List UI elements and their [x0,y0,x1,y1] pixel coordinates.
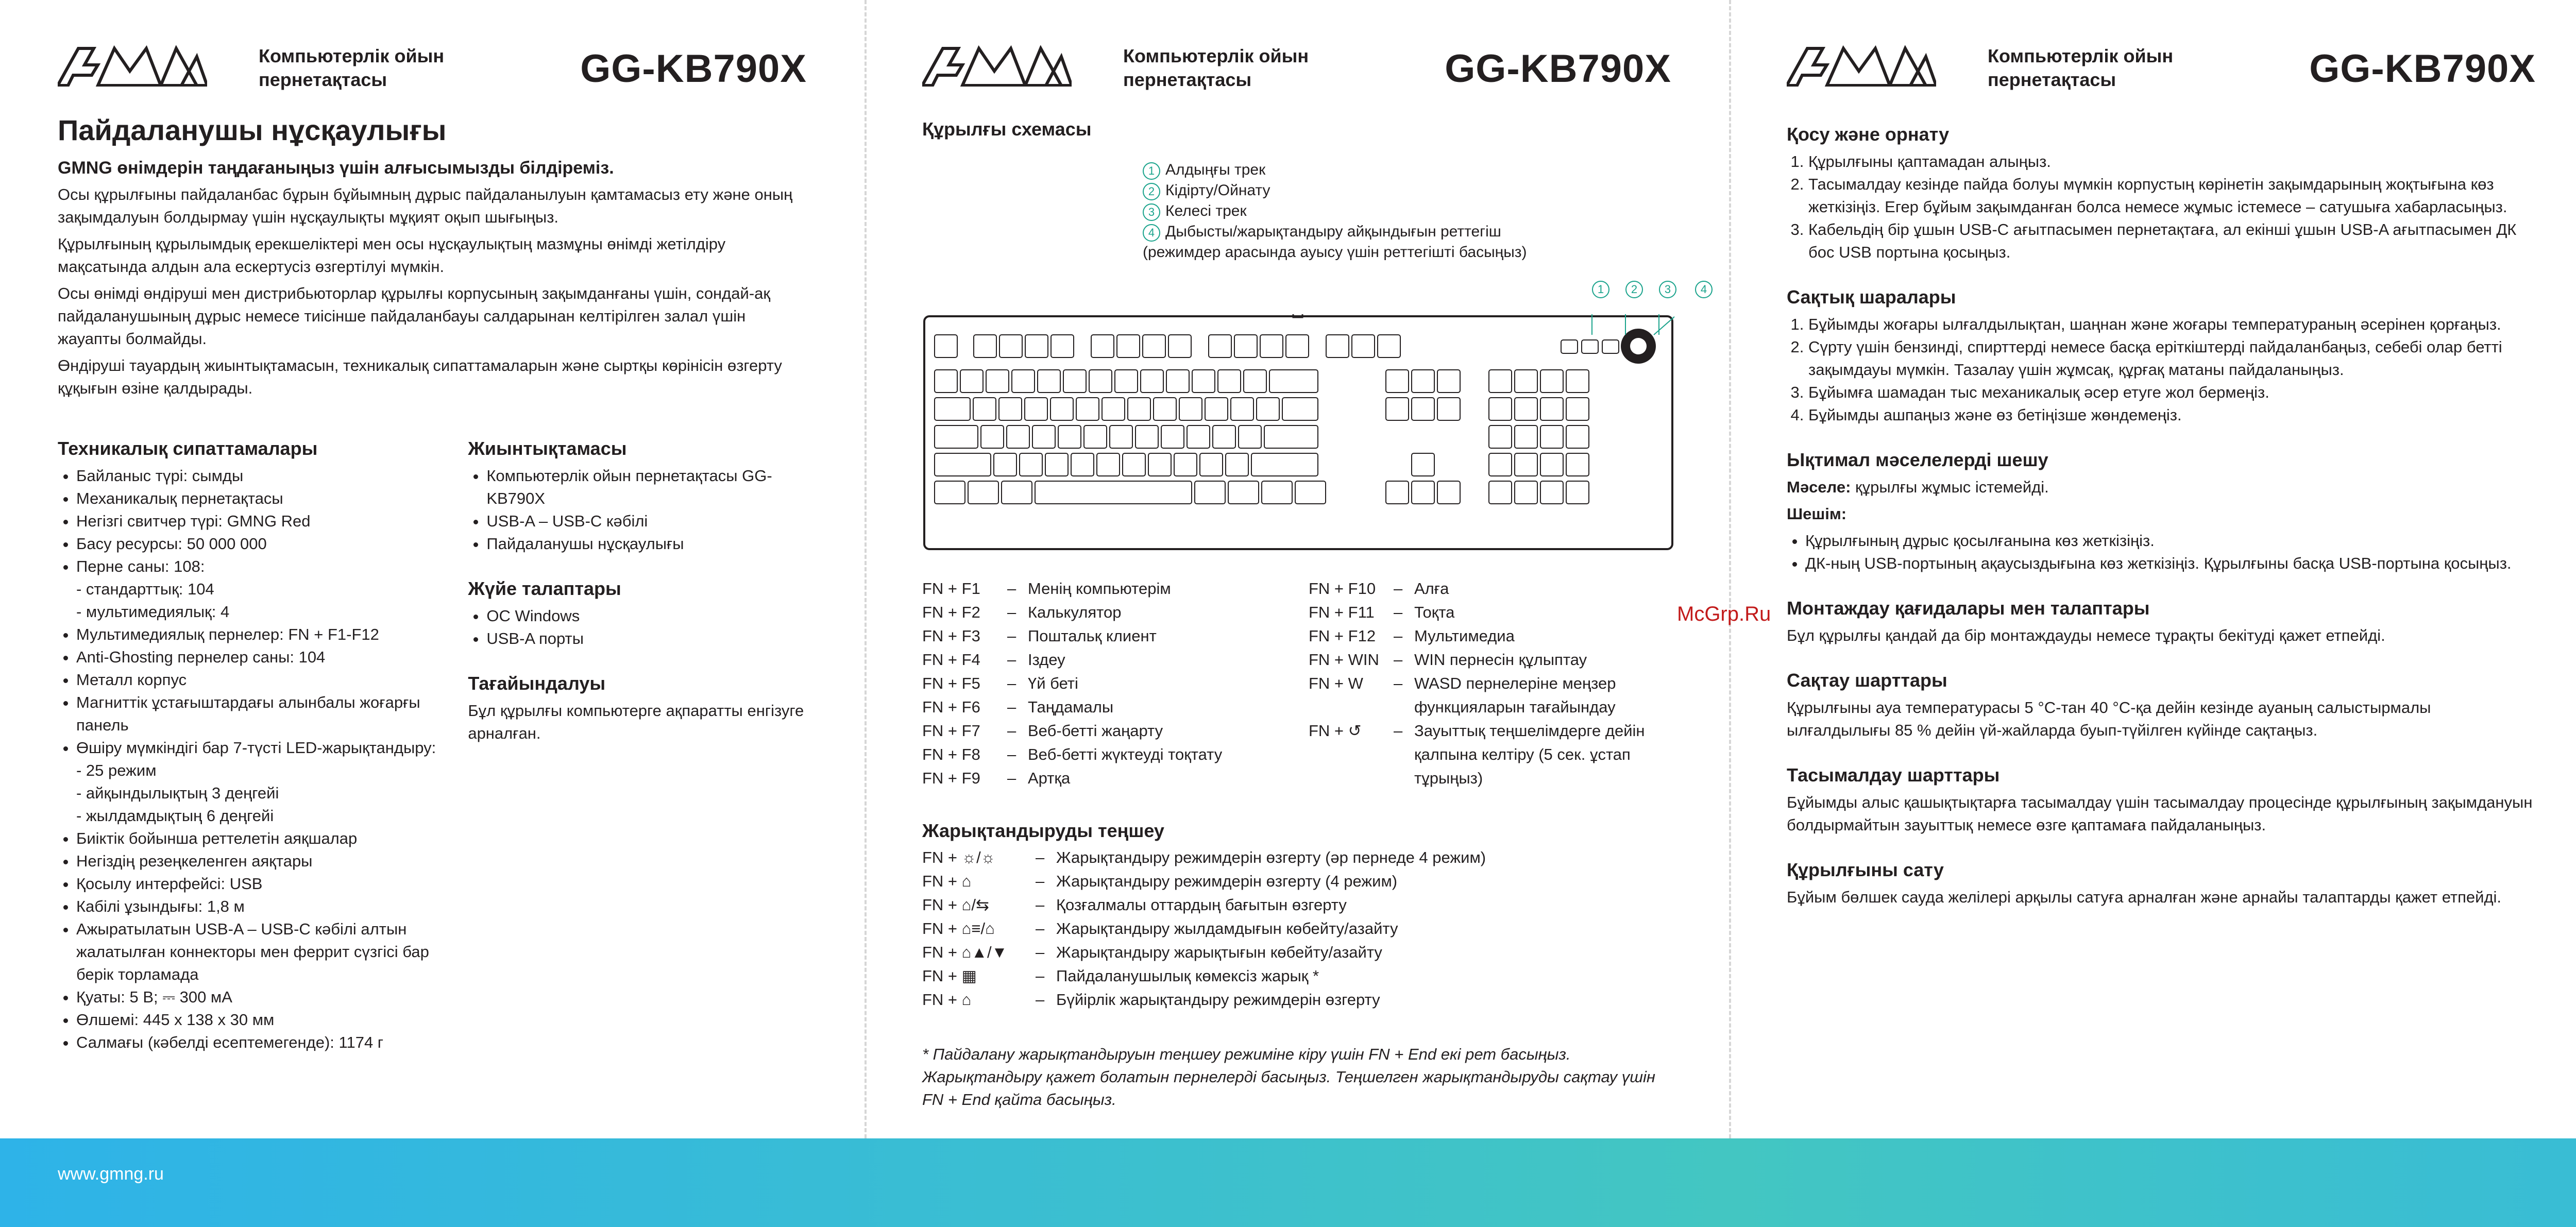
model-name: GG-KB790X [580,47,807,91]
subtitle-line: Компьютерлік ойын [1123,45,1309,66]
kit-item: • USB-A – USB-C кәбілі [486,510,807,533]
issue-line [1787,476,2536,499]
keycap [1286,335,1309,357]
fn-key: FN + F8 [922,745,980,763]
keycap [1412,453,1434,476]
keycap [1002,481,1032,504]
fn-key: FN + ↺ [1309,722,1362,740]
lighting-row: FN + ⌂ – Жарықтандыру режимдерін өзгерту (4 режим) [922,870,1674,893]
fn-desc: Артқа [1028,769,1071,787]
fn-key: FN + ☼/☼ [922,848,996,866]
fn-desc: Веб-бетті жаңарту [1028,722,1163,740]
sale-heading: Құрылғыны сату [1787,859,1944,880]
keycap [1602,340,1619,353]
keycap [1038,370,1060,393]
fn-shortcuts-left [922,577,1222,790]
keycap [1515,370,1537,393]
kit-heading: Жиынтықтамасы [468,438,627,459]
fn-desc: Таңдамалы [1028,698,1114,716]
keycap [1117,335,1140,357]
fn-desc: Менің компьютерім [1028,580,1171,598]
transport-text: Бұйымды алыс қашықтықтарға тасымалдау үшін тасымалдау процесінде құрылғының зақымдануын болдырмайтын зауыттық немесе өзге қаптамаға пайдаланыңыз. [1787,793,2533,834]
setup-list [1787,150,2536,264]
fn-row: FN + F3 – Поштальқ клиент [922,624,1222,648]
panel-header [1787,41,2536,98]
keycap [1566,453,1589,476]
keycap [1540,425,1563,448]
keyboard-diagram [922,314,1674,551]
keycap [999,398,1022,420]
thank-you-line: GMNG өнімдерін таңдағаныңыз үшін алғысымызды білдіреміз. [58,158,614,178]
keycap [999,335,1022,357]
kit-item: • Компьютерлік ойын пернетақтасы GG-KB790X [486,465,807,510]
mount-heading: Монтаждау қағидалары мен талаптары [1787,598,2150,619]
fn-shortcuts-right [1309,577,1680,790]
spec-item: • Металл корпус [76,669,447,691]
keycap [1226,453,1248,476]
spec-item: • Басу ресурсы: 50 000 000 [76,533,447,555]
legend-text: Кідірту/Ойнату [1165,182,1270,199]
keycap [1174,453,1197,476]
keycap [1282,398,1318,420]
keycap [1566,481,1589,504]
spec-text: Перне саны: 108: [76,557,205,575]
fn-desc: Жарықтандыру жылдамдығын көбейту/азайту [1056,919,1398,938]
keycap [1209,335,1231,357]
setup-step: 2. Тасымалдау кезінде пайда болуы мүмкін корпустың көрінетін зақымдарының жоқтығына көз жеткізіңіз. Егер бұйым зақымданған болса немесе жұмыс істемесе – сатушыға хабарласыңыз. [1808,173,2536,218]
keycap [1205,398,1228,420]
callout-number: 3 [1659,281,1676,298]
panel-header [922,41,1671,98]
keycap [1218,370,1241,393]
intro-paragraph: Өндіруші тауардың жиынтықтамасын, техникалық сипаттамаларын және сыртқы көрінісін өзгерту құқығын өзіне қалдырады. [58,356,782,397]
safety-item: 3. Бұйымға шамадан тыс механикалық әсер етуге жол бермеңіз. [1808,381,2536,404]
callout-number: 2 [1625,281,1643,298]
keycap [1540,370,1563,393]
keycap [1141,370,1163,393]
system-item: • ОС Windows [486,605,807,627]
fn-desc: Веб-бетті жүктеуді тоқтату [1028,745,1223,763]
keycap [986,370,1009,393]
spec-sub-item: - стандарттық: 104 [76,580,214,598]
fn-row: FN + F6 – Таңдамалы [922,695,1222,719]
fn-key: FN + ⌂ [922,872,972,890]
panel-usage [1729,0,2576,1138]
keycap [1143,335,1165,357]
spec-sub-item: - жылдамдықтың 6 деңгейі [76,807,274,825]
fn-desc: Мультимедиа [1414,627,1515,645]
keycap [1515,453,1537,476]
keycap [1352,335,1375,357]
watermark: McGrp.Ru [1677,603,1771,625]
keycap [1566,370,1589,393]
spec-item: • Anti-Ghosting пернелер саны: 104 [76,646,447,669]
keycap [1161,425,1184,448]
fn-key: FN + F5 [922,674,980,692]
keycap [1035,481,1192,504]
keycap [1166,370,1189,393]
keycap [1566,398,1589,420]
keycap [935,335,957,357]
lighting-row: FN + ☼/☼ – Жарықтандыру режимдерін өзгерту (әр пернеде 4 режим) [922,846,1674,870]
intro-paragraph: Осы өнімді өндіруші мен дистрибьюторлар құрылғы корпусының зақымданғаны үшін, сондай-ақ пайдаланушының дұрыс немесе тиісінше пайдаланбауы салдарынан келтірілген залал үшін жауапты болмайды. [58,284,770,348]
manual-title: Пайдаланушы нұсқаулығы [58,114,447,146]
keycap [1102,398,1125,420]
keycap [1084,425,1107,448]
keycap [1437,398,1460,420]
keycap [1489,481,1512,504]
fn-desc: WASD пернелеріне меңзер функцияларын тағайындау [1414,674,1616,716]
fn-key: FN + F12 [1309,627,1376,645]
keycap [1025,398,1047,420]
scheme-heading: Құрылғы схемасы [922,118,1092,140]
footer-band [0,1138,2576,1227]
keycap [1540,453,1563,476]
lighting-row: FN + ▦ – Пайдаланушылық көмексіз жарық * [922,964,1674,988]
gmng-logo [1787,45,1936,87]
system-heading: Жүйе талаптары [468,578,621,599]
spec-item [76,737,447,827]
troubleshoot-heading: Ықтимал мәселелерді шешу [1787,449,2048,470]
keycap [1123,453,1145,476]
product-subtitle [259,44,444,92]
keycap [1187,425,1210,448]
keycap [1213,425,1235,448]
system-list [468,605,807,650]
fn-key: FN + F1 [922,580,980,598]
keycap [1386,370,1409,393]
keycap [1295,481,1326,504]
keycap [1515,425,1537,448]
fn-desc: WIN пернесін құлыптау [1414,651,1587,669]
spec-item: • Механикалық пернетақтасы [76,487,447,510]
fn-key: FN + W [1309,674,1363,692]
keycap [1032,425,1055,448]
fn-row: FN + F7 – Веб-бетті жаңарту [922,719,1222,743]
keycap [1515,398,1537,420]
keycap [1179,398,1202,420]
keycap [1437,481,1460,504]
fn-desc: Алға [1414,580,1449,598]
keycap [1489,425,1512,448]
safety-item: 2. Сүрту үшін бензинді, спирттерді немесе басқа еріткіштерді пайдаланбаңыз, себебі олар беттi зақымдауы мүмкін. Тазалау үшін жұмсақ, құрғақ матаны пайдаланыңыз. [1808,336,2536,381]
kit-list [468,465,807,555]
mount-text: Бұл құрылғы қандай да бір монтаждауды немесе тұрақты бекітуді қажет етпейді. [1787,626,2385,644]
keycap [1007,425,1029,448]
fn-desc: Үй беті [1028,674,1078,692]
gmng-logo [58,45,207,87]
fn-desc: Қозғалмалы оттардың бағытын өзгерту [1056,896,1347,914]
lighting-row: FN + ⌂ – Бүйірлік жарықтандыру режимдерін өзгерту [922,988,1674,1012]
keycap [1228,481,1259,504]
fn-row: FN + W – WASD пернелеріне меңзер функцияларын тағайындау [1309,672,1680,719]
fn-row: FN + F5 – Үй беті [922,672,1222,695]
keycap [935,398,970,420]
keycap [1257,398,1279,420]
fn-desc: Жарықтандыру режимдерін өзгерту (4 режим) [1056,872,1398,890]
fn-key: FN + F9 [922,769,980,787]
fn-desc: Калькулятор [1028,603,1122,621]
intro-paragraph: Құрылғының құрылымдық ерекшеліктері мен осы нұсқаулықтың мазмұны өнімді жетілдіру мақсатында алдын ала ескертусіз өзгертілуі мүмкін. [58,235,726,276]
lighting-row: FN + ⌂≡/⌂ – Жарықтандыру жылдамдығын көбейту/азайту [922,917,1674,941]
fn-row: FN + F4 – Іздеу [922,648,1222,672]
keycap [1231,398,1253,420]
spec-sub-item: - 25 режим [76,761,157,779]
keycap [1012,370,1035,393]
legend-item [1143,201,1534,221]
intro-paragraph: Осы құрылғыны пайдаланбас бұрын бұйымның дұрыс пайдаланылуын қамтамасыз ету және оның зақымдалуын болдырмау үшін нұсқаулықты мұқият оқып шығыңыз. [58,185,793,226]
fn-desc: Жарықтандыру режимдерін өзгерту (әр пернеде 4 режим) [1056,848,1486,866]
spec-sub-item: - мультимедиялық: 4 [76,603,230,621]
fn-key: FN + F10 [1309,580,1376,598]
keycap [935,370,957,393]
keycap [1239,425,1261,448]
legend-number: 1 [1143,162,1160,180]
keycap [1020,453,1042,476]
keycap [1110,425,1132,448]
fn-row: FN + F8 – Веб-бетті жүктеуді тоқтату [922,743,1222,766]
purpose-text: Бұл құрылғы компьютерге ақпаратты енгізуге арналған. [468,702,804,742]
spec-item: • Өлшемі: 445 х 138 х 30 мм [76,1009,447,1031]
fn-row: FN + F10 – Алға [1309,577,1680,601]
transport-heading: Тасымалдау шарттары [1787,764,2000,786]
legend-item [1143,221,1534,263]
safety-item: 1. Бұйымды жоғары ылғалдылықтан, шаңнан және жоғары температураның әсерінен қорғаңыз. [1808,313,2536,336]
gmng-logo [922,45,1072,87]
fn-key: FN + ⌂ [922,991,972,1009]
keycap [1264,425,1318,448]
keycap [1540,481,1563,504]
fn-key: FN + F6 [922,698,980,716]
keycap [1412,481,1434,504]
solution-list [1787,530,2536,575]
setup-heading: Қосу және орнату [1787,124,1950,145]
panel-intro [0,0,865,1138]
keycap [1058,425,1081,448]
keycap [1251,453,1318,476]
fn-desc: Зауыттық теңшелімдерге дейін қалпына келтіру (5 сек. ұстап тұрыңыз) [1414,722,1645,787]
note-line: Жарықтандыру қажет болатын пернелерді басыңыз. Теңшелген жарықтандыруды сақтау үшін FN + End қайта басыңыз. [922,1068,1655,1109]
fn-key: FN + F2 [922,603,980,621]
legend-number: 3 [1143,203,1160,221]
keycap [1260,335,1283,357]
safety-list [1787,313,2536,427]
spec-item [76,555,447,623]
specs-list [58,465,447,1054]
fn-key: FN + F4 [922,651,980,669]
lighting-heading: Жарықтандыруды теңшеу [922,820,1164,841]
model-name: GG-KB790X [2309,47,2536,91]
fn-desc: Жарықтандыру жарықтығын көбейту/азайту [1056,943,1382,961]
keycap [935,425,978,448]
keycap [1234,335,1257,357]
keycap [1489,398,1512,420]
keycap [1089,370,1112,393]
spec-item: • Салмағы (кәбелді есептемегенде): 1174 г [76,1031,447,1054]
keycap [1582,340,1598,353]
keycap [1050,398,1073,420]
panel-scheme [865,0,1729,1138]
spec-sub-item: - айқындылықтың 3 деңгейі [76,784,279,802]
callout-number: 1 [1592,281,1609,298]
subtitle-line: пернетақтасы [1988,69,2116,90]
keycap [1378,335,1400,357]
specs-heading: Техникалық сипаттамалары [58,438,318,459]
spec-item: • Ажыратылатын USB-A – USB-C кәбілі алтын жалатылған коннекторы мен феррит сүзгісі бар берік торламада [76,918,447,986]
keycap [1489,370,1512,393]
keycap [1561,340,1578,353]
keycap [1136,425,1158,448]
fn-row: FN + F1 – Менің компьютерім [922,577,1222,601]
legend-number: 4 [1143,224,1160,242]
lighting-section [922,819,1674,1012]
keycap [968,481,998,504]
solution-item: • Құрылғының дұрыс қосылғанына көз жеткізіңіз. [1805,530,2536,552]
keycap [1269,370,1318,393]
legend-number: 2 [1143,183,1160,200]
keycap [1195,481,1225,504]
keycap [994,453,1016,476]
purpose-heading: Тағайындалуы [468,673,606,694]
keycap [1412,398,1434,420]
keycap [1386,481,1409,504]
legend-item [1143,180,1534,201]
legend-item [1143,160,1534,180]
legend-text: Дыбысты/жарықтандыру айқындығын реттегіш (режимдер арасында ауысу үшін реттегішті басыңыз) [1143,223,1527,261]
legend-text: Келесі трек [1165,202,1247,219]
subtitle-line: пернетақтасы [259,69,387,90]
scheme-legend [1143,160,1534,263]
fn-key: FN + F11 [1309,603,1375,621]
fn-key: FN + WIN [1309,651,1379,669]
keycap [1192,370,1215,393]
sale-text: Бұйым бөлшек сауда желілері арқылы сатуға арналған және арнайы талаптарды қажет етпейді. [1787,888,2502,906]
fn-row: FN + F12 – Мультимедиа [1309,624,1680,648]
keycap [1128,398,1150,420]
fn-key: FN + ▦ [922,967,977,985]
spec-item: • Қосылу интерфейсі: USB [76,873,447,895]
fn-row: FN + ↺ – Зауыттық теңшелімдерге дейін қалпына келтіру (5 сек. ұстап тұрыңыз) [1309,719,1680,790]
keycap [1091,335,1114,357]
setup-step: 1. Құрылғыны қаптамадан алыңыз. [1808,150,2536,173]
keycap [1115,370,1138,393]
subtitle-line: пернетақтасы [1123,69,1252,90]
callout-number: 4 [1695,281,1713,298]
fn-desc: Тоқта [1414,603,1455,621]
keycap [935,453,991,476]
fn-key: FN + F7 [922,722,980,740]
fn-row: FN + F11 – Тоқта [1309,601,1680,624]
spec-item: • Биіктік бойынша реттелетін аяқшалар [76,827,447,850]
keycap [1148,453,1171,476]
product-subtitle [1988,44,2173,92]
issue-text: құрылғы жұмыс істемейді. [1855,478,2049,496]
keycap [1154,398,1176,420]
fn-key: FN + ⌂≡/⌂ [922,919,995,938]
keycap [1051,335,1074,357]
model-name: GG-KB790X [1445,47,1671,91]
system-item: • USB-A порты [486,627,807,650]
keycap [1489,453,1512,476]
fn-key: FN + F3 [922,627,980,645]
safety-item: 4. Бұйымды ашпаңыз және өз бетіңізше жөндемеңіз. [1808,404,2536,427]
spec-item: • Негіздің резеңкеленген аяқтары [76,850,447,873]
kit-item: • Пайдаланушы нұсқаулығы [486,533,807,555]
keycap [1168,335,1191,357]
keycap [1262,481,1292,504]
fn-desc: Бүйірлік жарықтандыру режимдерін өзгерту [1056,991,1380,1009]
fn-row: FN + F2 – Калькулятор [922,601,1222,624]
setup-step: 3. Кабельдің бір ұшын USB-C ағытпасымен пернетақтаға, ал екінші ұшын USB-A ағытпасымен ДК бос USB портына қосыңыз. [1808,218,2536,264]
keycap [973,398,996,420]
storage-heading: Сақтау шарттары [1787,670,1947,691]
keycap [1412,370,1434,393]
keycap [1326,335,1349,357]
spec-item: • Мультимедиялық пернелер: FN + F1-F12 [76,623,447,646]
keycap [1566,425,1589,448]
keycap [1244,370,1266,393]
issue-label: Мәселе: [1787,478,1851,496]
fn-key: FN + ⌂/⇆ [922,896,989,914]
note-line: * Пайдалану жарықтандыруын теңшеу режиміне кіру үшін FN + End екі рет басыңыз. [922,1045,1571,1063]
keycap [1515,481,1537,504]
spec-item: • Негізгі свитчер түрі: GMNG Red [76,510,447,533]
keycap [1386,398,1409,420]
keycap [1045,453,1068,476]
spec-item: • Қуаты: 5 В; ⎓ 300 мА [76,986,447,1009]
solution-item: • ДК-ның USB-портының ақаусыздығына көз жеткізіңіз. Құрылғыны басқа USB-портына қосыңыз. [1805,552,2536,575]
panel-header [58,41,807,98]
spec-item: • Магниттік ұстағыштардағы алынбалы жоғарғы панель [76,691,447,737]
legend-text: Алдыңғы трек [1165,161,1266,178]
safety-heading: Сақтық шаралары [1787,286,1956,308]
keycap [1076,398,1099,420]
keycap [1063,370,1086,393]
fn-row: FN + WIN – WIN пернесін құлыптау [1309,648,1680,672]
subtitle-line: Компьютерлік ойын [259,45,445,66]
spec-item: • Кабілі ұзындығы: 1,8 м [76,895,447,918]
keycap [1097,453,1120,476]
solution-label: Шешім: [1787,505,1847,523]
lighting-row: FN + ⌂/⇆ – Қозғалмалы оттардың бағытын өзгерту [922,893,1674,917]
subtitle-line: Компьютерлік ойын [1988,45,2174,66]
keycap [935,481,965,504]
keycap [1200,453,1223,476]
keycap [1437,370,1460,393]
fn-key: FN + ⌂▲/▼ [922,943,1008,961]
footer-url[interactable]: www.gmng.ru [58,1164,164,1184]
keycap [981,425,1004,448]
lighting-row: FN + ⌂▲/▼ – Жарықтандыру жарықтығын көбейту/азайту [922,941,1674,964]
product-subtitle [1123,44,1309,92]
keycap [1540,398,1563,420]
fn-row: FN + F9 – Артқа [922,766,1222,790]
fn-desc: Пайдаланушылық көмексіз жарық * [1056,967,1319,985]
lighting-notes [922,1043,1674,1111]
keycap [1025,335,1048,357]
keycap [1071,453,1094,476]
keycap [974,335,996,357]
spec-text: Өшіру мүмкіндігі бар 7-түсті LED-жарықтандыру: [76,739,436,757]
spec-item: • Байланыс түрі: сымды [76,465,447,487]
fn-desc: Поштальқ клиент [1028,627,1157,645]
keycap [960,370,983,393]
storage-text: Құрылғыны ауа температурасы 5 °С-тан 40 °С-қа дейін кезінде ауаның салыстырмалы ылғалдылығы 85 % дейін үй-жайларда буып-түйілген күйінде сақтаңыз. [1787,698,2431,739]
fn-desc: Іздеу [1028,651,1065,669]
